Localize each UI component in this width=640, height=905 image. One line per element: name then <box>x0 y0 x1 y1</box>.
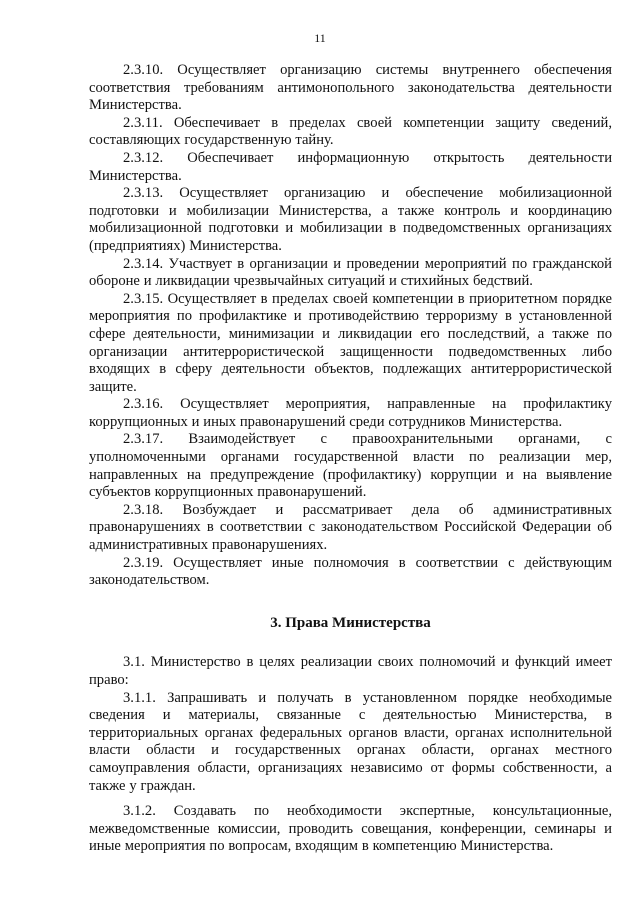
paragraph-2-3-14: 2.3.14. Участвует в организации и проведении мероприятий по гражданской обороне и ликвидации чрезвычайных ситуаций и стихийных бедствий. <box>89 255 612 290</box>
section-heading: 3. Права Министерства <box>270 614 431 631</box>
paragraph-3-1-1: 3.1.1. Запрашивать и получать в установленном порядке необходимые сведения и материалы, связанные с деятельностью Министерства, в территориальных органах федеральных органов власти, органах исполнительной власти области и государственных органах области, органах местного самоуправления области, организациях независимо от формы собственности, а также у граждан. <box>89 689 612 794</box>
paragraph-2-3-19: 2.3.19. Осуществляет иные полномочия в соответствии с действующим законодательством. <box>89 554 612 589</box>
paragraph-2-3-16: 2.3.16. Осуществляет мероприятия, направленные на профилактику коррупционных и иных правонарушений среди сотрудников Министерства. <box>89 396 612 430</box>
paragraph-2-3-12: 2.3.12. Обеспечивает информационную открытость деятельности Министерства. <box>89 149 612 184</box>
paragraph-2-3-11: 2.3.11. Обеспечивает в пределах своей компетенции защиту сведений, составляющих государственную тайну. <box>89 114 612 149</box>
paragraph-3-1: 3.1. Министерство в целях реализации своих полномочий и функций имеет право: <box>89 654 612 688</box>
paragraph-2-3-15: 2.3.15. Осуществляет в пределах своей компетенции в приоритетном порядке мероприятия по профилактике и противодействию терроризму в установленной сфере деятельности, минимизации и ликвидации его последствий, а также по организации антитеррористической защищенности подведомственных либо входящих в сферу деятельности объектов, подлежащих антитеррористической защите. <box>89 290 612 395</box>
page-number: 11 <box>314 31 326 45</box>
paragraph-2-3-13: 2.3.13. Осуществляет организацию и обеспечение мобилизационной подготовки и мобилизации Министерства, а также контроль и координацию мобилизационной подготовки и мобилизации в подведомственных организациях (предприятиях) Министерства. <box>89 185 612 254</box>
paragraph-2-3-18: 2.3.18. Возбуждает и рассматривает дела об административных правонарушениях в соответствии с законодательством Российской Федерации об административных правонарушениях. <box>89 501 612 554</box>
document-body <box>89 62 612 856</box>
paragraph-3-1-2: 3.1.2. Создавать по необходимости экспертные, консультационные, межведомственные комиссии, проводить совещания, конференции, семинары и иные мероприятия по вопросам, входящим в компетенцию Министерства. <box>89 803 612 855</box>
paragraph-2-3-17: 2.3.17. Взаимодействует с правоохранительными органами, с уполномоченными органами государственной власти по реализации мер, направленных на предупреждение (профилактику) коррупции и на выявление субъектов коррупционных правонарушений. <box>89 431 612 501</box>
paragraph-2-3-10: 2.3.10. Осуществляет организацию системы внутреннего обеспечения соответствия требованиям антимонопольного законодательства деятельности Министерства. <box>89 62 612 114</box>
